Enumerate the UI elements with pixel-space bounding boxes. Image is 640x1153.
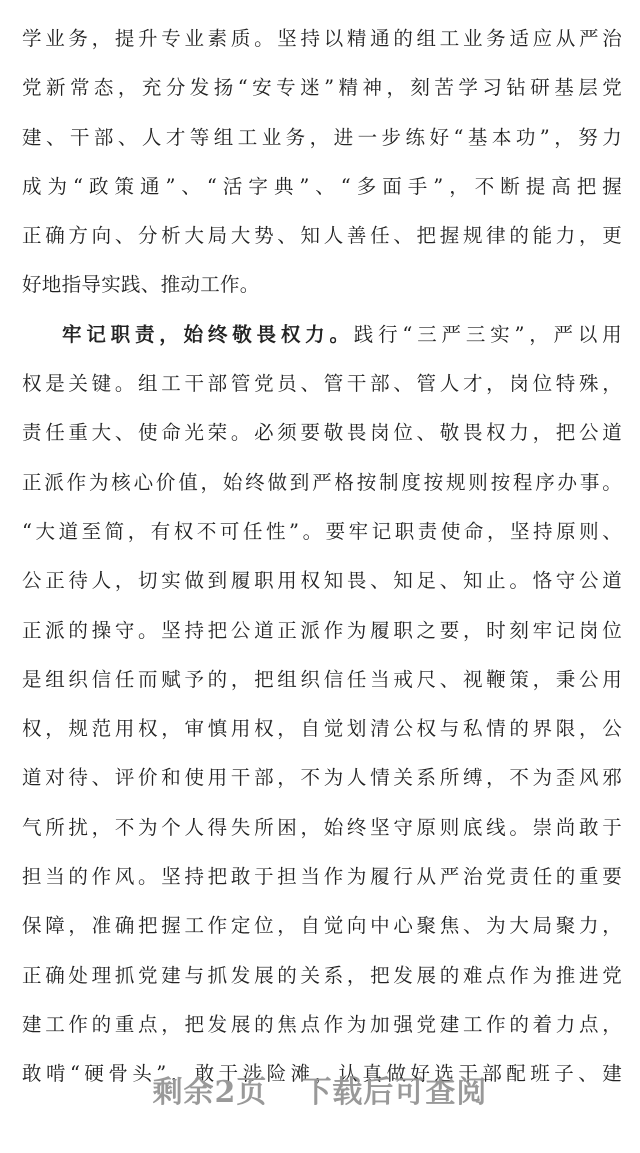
paragraph-1-line: 学业务，提升专业素质。坚持以精通的组工业务适应从严治 — [22, 27, 622, 50]
download-to-view-label: 下载后可查阅 — [301, 1075, 488, 1110]
paragraph-2-line: “大道至简，有权不可任性”。要牢记职责使命，坚持原则、 — [22, 519, 622, 543]
paragraph-2-line: 权，规范用权，审慎用权，自觉划清公权与私情的界限，公 — [22, 717, 622, 741]
paragraph-2-line: 道对待、评价和使用干部，不为人情关系所缚，不为歪风邪 — [22, 766, 622, 790]
paragraph-1-line: 成为“政策通”、“活字典”、“多面手”，不断提高把握 — [22, 174, 622, 198]
paragraph-2-line: 正确处理抓党建与抓发展的关系，把发展的难点作为推进党 — [22, 963, 622, 987]
paragraph-1-line: 党新常态，充分发扬“安专迷”精神，刻苦学习钻研基层党 — [22, 76, 622, 100]
paragraph-2-line: 气所扰，不为个人得失所困，始终坚守原则底线。崇尚敢于 — [22, 815, 622, 839]
paragraph-2-line: 正派作为核心价值，始终做到严格按制度按规则按程序办事。 — [22, 470, 622, 494]
paragraph-2-line: 担当的作风。坚持把敢于担当作为履行从严治党责任的重要 — [22, 865, 622, 889]
paragraph-1 — [22, 14, 622, 310]
paragraph-2-line: 建工作的重点，把发展的焦点作为加强党建工作的着力点， — [22, 1012, 622, 1036]
paragraph-2-line: 敢啃“硬骨头”，敢于涉险滩，认真做好选干部配班子、建 — [22, 1062, 622, 1086]
paragraph-2-line: 保障，准确把握工作定位，自觉向中心聚焦、为大局聚力， — [22, 914, 622, 938]
paragraph-2-line: 责任重大、使命光荣。必须要敬畏岗位、敬畏权力，把公道 — [22, 421, 622, 445]
paragraph-2-first-line-text: 践行“三严三实”，严以用 — [353, 322, 622, 346]
paragraph-2-line: 是组织信任而赋予的，把组织信任当戒尺、视鞭策，秉公用 — [22, 667, 622, 691]
remaining-pages-label: 剩余2页 — [152, 1075, 268, 1110]
paragraph-2-first-line — [22, 310, 622, 359]
paragraph-2-line: 正派的操守。坚持把公道正派作为履职之要，时刻牢记岗位 — [22, 618, 622, 642]
paragraph-2 — [22, 310, 622, 1099]
download-to-read-more-banner[interactable] — [0, 1068, 640, 1118]
paragraph-1-line: 建、干部、人才等组工业务，进一步练好“基本功”，努力 — [22, 125, 622, 149]
document-body — [22, 14, 622, 1099]
paragraph-2-heading: 牢记职责，始终敬畏权力。 — [62, 322, 354, 346]
paragraph-2-line: 公正待人，切实做到履职用权知畏、知足、知止。恪守公道 — [22, 569, 622, 593]
paragraph-1-line: 正确方向、分析大局大势、知人善任、把握规律的能力，更 — [22, 224, 622, 248]
paragraph-1-line: 好地指导实践、推动工作。 — [22, 273, 260, 297]
paragraph-2-line: 权是关键。组工干部管党员、管干部、管人才，岗位特殊， — [22, 372, 622, 396]
